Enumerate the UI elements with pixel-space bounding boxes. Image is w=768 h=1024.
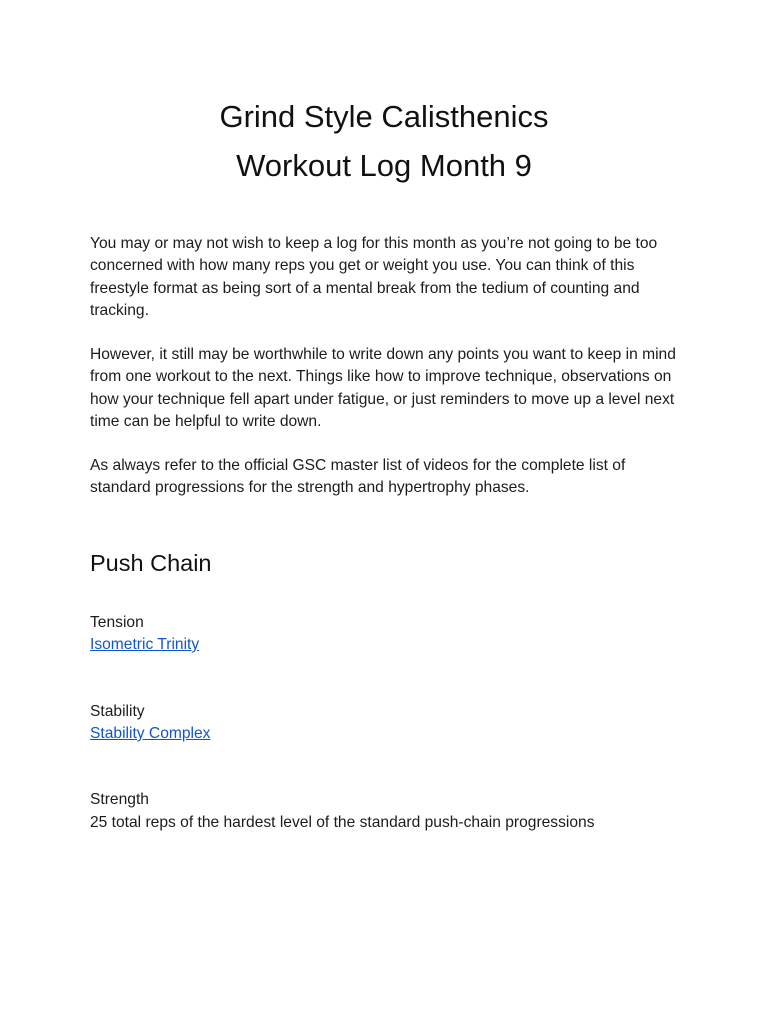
stability-complex-link[interactable]: Stability Complex [90, 725, 211, 742]
stability-label: Stability [90, 703, 145, 720]
title-line-1: Grind Style Calisthenics [219, 99, 549, 134]
intro-paragraph-2: However, it still may be worthwhile to write down any points you want to keep in mind from one workout to the next. Things like how to improve technique, observations on how your technique fell apart under fatigue, or just reminders to move up a level next time can be helpful to write down. [90, 346, 676, 430]
tension-label: Tension [90, 614, 144, 631]
section-heading-push-chain: Push Chain [90, 550, 212, 576]
intro-paragraph-3: As always refer to the official GSC master list of videos for the complete list of standard progressions for the strength and hypertrophy phases. [90, 457, 626, 497]
title-line-2: Workout Log Month 9 [236, 148, 532, 183]
document-title [0, 92, 768, 190]
intro-paragraph-1: You may or may not wish to keep a log for this month as you’re not going to be too concerned with how many reps you get or weight you use. You can think of this freestyle format as being sort of a mental break from the tedium of counting and tracking. [90, 235, 658, 319]
isometric-trinity-link[interactable]: Isometric Trinity [90, 636, 200, 653]
strength-label: Strength [90, 791, 149, 808]
strength-description: 25 total reps of the hardest level of the standard push-chain progressions [90, 814, 595, 831]
